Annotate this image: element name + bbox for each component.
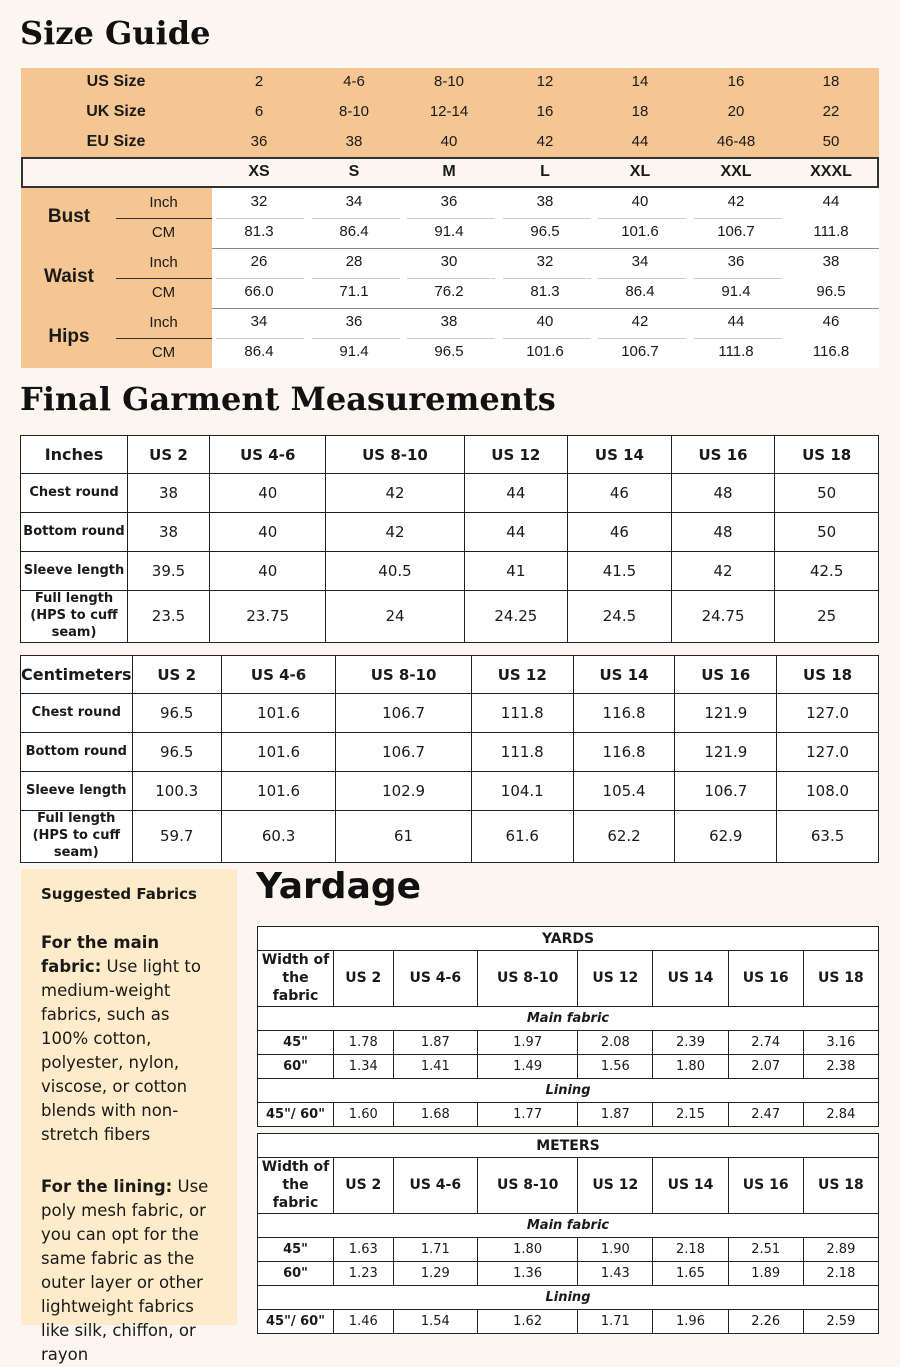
- yardage-value: 1.71: [578, 1309, 653, 1333]
- cm-value: 111.8: [813, 223, 849, 240]
- meters-table: [257, 1133, 879, 1334]
- measure-value: 106.7: [336, 733, 472, 772]
- yardage-value: 2.38: [803, 1054, 878, 1078]
- row-separator: [407, 218, 495, 219]
- inch-value: 34: [250, 313, 268, 330]
- yardage-value: 2.15: [653, 1102, 728, 1126]
- size-column-header: US 16: [728, 951, 803, 1007]
- row-label: Sleeve length: [21, 772, 133, 811]
- main-fabric-label: Main fabric: [258, 1006, 879, 1030]
- cm-value: 111.8: [718, 343, 754, 360]
- size-value: 8-10: [338, 103, 370, 120]
- yardage-value: 1.96: [653, 1309, 728, 1333]
- size-column-header: US 18: [775, 436, 879, 474]
- yardage-value: 1.60: [334, 1102, 394, 1126]
- measure-value: 42: [326, 513, 464, 552]
- row-separator: [598, 278, 686, 279]
- corner-label: Centimeters: [21, 656, 133, 694]
- inch-value: 38: [822, 253, 840, 270]
- row-separator: [598, 218, 686, 219]
- row-separator: [216, 338, 304, 339]
- size-column-header: US 2: [334, 1158, 394, 1214]
- measure-value: 108.0: [777, 772, 879, 811]
- size-column-header: US 2: [334, 951, 394, 1007]
- fabrics-heading: Suggested Fabrics: [41, 885, 197, 903]
- cm-value: 81.3: [530, 283, 560, 300]
- measure-value: 24: [326, 591, 464, 643]
- cm-value: 91.4: [434, 223, 464, 240]
- measure-divider: [116, 278, 212, 279]
- size-value: 8-10: [433, 73, 465, 90]
- measure-value: 40: [210, 552, 326, 591]
- yardage-value: 1.78: [334, 1030, 394, 1054]
- row-separator: [216, 278, 304, 279]
- size-value: 12: [536, 73, 554, 90]
- row-separator: [312, 218, 400, 219]
- measure-value: 40: [210, 474, 326, 513]
- inch-value: 30: [440, 253, 458, 270]
- measure-value: 62.2: [573, 811, 675, 863]
- cm-value: 96.5: [530, 223, 560, 240]
- inch-value: 34: [631, 253, 649, 270]
- inch-value: 28: [345, 253, 363, 270]
- cm-value: 86.4: [244, 343, 274, 360]
- size-system-label: US Size: [86, 73, 146, 90]
- size-column-header: US 12: [578, 1158, 653, 1214]
- yardage-title: Yardage: [256, 866, 422, 907]
- measure-value: 40.5: [326, 552, 464, 591]
- size-column-header: US 14: [573, 656, 675, 694]
- row-separator: [503, 218, 591, 219]
- yardage-value: 1.43: [578, 1261, 653, 1285]
- measure-value: 25: [775, 591, 879, 643]
- letter-size: XL: [629, 163, 651, 180]
- measure-value: 24.75: [671, 591, 775, 643]
- size-system-label: UK Size: [86, 103, 146, 120]
- yardage-value: 1.63: [334, 1237, 394, 1261]
- measure-separator: [212, 308, 879, 309]
- unit-header: METERS: [258, 1134, 879, 1158]
- inch-label: Inch: [149, 194, 178, 211]
- inch-value: 42: [631, 313, 649, 330]
- suggested-fabrics-box: [21, 869, 237, 1364]
- size-value: 4-6: [343, 73, 365, 90]
- yardage-value: 2.26: [728, 1309, 803, 1333]
- measure-value: 46: [568, 474, 672, 513]
- measure-value: 39.5: [128, 552, 210, 591]
- size-column-header: US 16: [728, 1158, 803, 1214]
- measure-value: 106.7: [675, 772, 777, 811]
- yardage-value: 1.77: [478, 1102, 578, 1126]
- yardage-value: 1.87: [578, 1102, 653, 1126]
- size-column-header: US 4-6: [393, 1158, 478, 1214]
- row-label: Full length (HPS to cuff seam): [21, 811, 133, 863]
- measure-value: 127.0: [777, 733, 879, 772]
- measure-divider: [116, 218, 212, 219]
- measure-value: 46: [568, 513, 672, 552]
- yardage-value: 2.47: [728, 1102, 803, 1126]
- yardage-value: 2.51: [728, 1237, 803, 1261]
- size-value: 44: [631, 133, 649, 150]
- main-fabric-label: For the main fabric:: [41, 933, 160, 976]
- main-fabric-label: Main fabric: [258, 1213, 879, 1237]
- size-column-header: US 4-6: [210, 436, 326, 474]
- measure-value: 121.9: [675, 694, 777, 733]
- yardage-value: 1.89: [728, 1261, 803, 1285]
- measure-value: 38: [128, 513, 210, 552]
- inch-value: 38: [536, 193, 554, 210]
- measure-value: 61: [336, 811, 472, 863]
- cm-value: 96.5: [434, 343, 464, 360]
- measure-value: 101.6: [221, 733, 335, 772]
- size-column-header: US 18: [803, 1158, 878, 1214]
- yardage-value: 1.49: [478, 1054, 578, 1078]
- measure-value: 44: [464, 513, 568, 552]
- size-column-header: US 4-6: [221, 656, 335, 694]
- inch-value: 36: [727, 253, 745, 270]
- measure-value: 61.6: [471, 811, 573, 863]
- size-value: 46-48: [716, 133, 756, 150]
- row-label: Chest round: [21, 474, 128, 513]
- size-column-header: US 16: [675, 656, 777, 694]
- measure-value: 63.5: [777, 811, 879, 863]
- size-system-label: EU Size: [86, 133, 146, 150]
- size-column-header: US 14: [653, 951, 728, 1007]
- measure-value: 111.8: [471, 694, 573, 733]
- inches-table: [20, 435, 879, 643]
- measure-value: 60.3: [221, 811, 335, 863]
- size-value: 16: [727, 73, 745, 90]
- measure-value: 42: [671, 552, 775, 591]
- size-column-header: US 8-10: [478, 951, 578, 1007]
- cm-value: 86.4: [339, 223, 369, 240]
- letter-size: L: [540, 163, 550, 180]
- size-guide-table: [21, 68, 879, 368]
- measure-name: Hips: [48, 326, 90, 347]
- size-value: 18: [822, 73, 840, 90]
- measure-value: 62.9: [675, 811, 777, 863]
- yardage-value: 1.80: [653, 1054, 728, 1078]
- size-column-header: US 14: [568, 436, 672, 474]
- row-separator: [216, 218, 304, 219]
- lining-label: Lining: [258, 1285, 879, 1309]
- inch-value: 46: [822, 313, 840, 330]
- measure-divider: [116, 338, 212, 339]
- yardage-value: 2.18: [803, 1261, 878, 1285]
- cm-value: 101.6: [526, 343, 564, 360]
- cm-value: 96.5: [816, 283, 846, 300]
- measure-value: 104.1: [471, 772, 573, 811]
- inch-value: 42: [727, 193, 745, 210]
- size-column-header: US 12: [464, 436, 568, 474]
- row-separator: [503, 278, 591, 279]
- cm-value: 71.1: [339, 283, 369, 300]
- lining-note: [41, 1175, 217, 1367]
- measure-value: 116.8: [573, 733, 675, 772]
- size-column-header: US 8-10: [478, 1158, 578, 1214]
- row-separator: [694, 338, 782, 339]
- inch-value: 36: [440, 193, 458, 210]
- measure-value: 48: [671, 474, 775, 513]
- measure-value: 50: [775, 474, 879, 513]
- row-separator: [407, 338, 495, 339]
- fabric-width: 45": [258, 1237, 334, 1261]
- measure-value: 42.5: [775, 552, 879, 591]
- yardage-value: 1.23: [334, 1261, 394, 1285]
- lining-text: Use poly mesh fabric, or you can opt for the same fabric as the outer layer or other lightweight fabrics like silk, chiffon, or rayon: [41, 1177, 209, 1364]
- size-value: 16: [536, 103, 554, 120]
- measure-value: 116.8: [573, 694, 675, 733]
- measure-value: 121.9: [675, 733, 777, 772]
- letter-size: XS: [248, 163, 270, 180]
- size-column-header: US 12: [578, 951, 653, 1007]
- cm-value: 101.6: [621, 223, 659, 240]
- inch-value: 32: [250, 193, 268, 210]
- row-separator: [503, 338, 591, 339]
- size-value: 38: [345, 133, 363, 150]
- yardage-value: 1.46: [334, 1309, 394, 1333]
- measure-value: 50: [775, 513, 879, 552]
- yardage-value: 2.39: [653, 1030, 728, 1054]
- measure-value: 48: [671, 513, 775, 552]
- yardage-value: 1.80: [478, 1237, 578, 1261]
- measure-value: 23.5: [128, 591, 210, 643]
- measure-separator: [212, 248, 879, 249]
- size-column-header: US 16: [671, 436, 775, 474]
- yardage-value: 2.07: [728, 1054, 803, 1078]
- measure-value: 59.7: [132, 811, 221, 863]
- size-column-header: US 8-10: [336, 656, 472, 694]
- size-value: 22: [822, 103, 840, 120]
- main-fabric-text: Use light to medium-weight fabrics, such as 100% cotton, polyester, nylon, viscose, or cotton blends with non-stretch fibers: [41, 957, 201, 1144]
- measure-value: 100.3: [132, 772, 221, 811]
- yardage-value: 3.16: [803, 1030, 878, 1054]
- measure-value: 41.5: [568, 552, 672, 591]
- size-value: 36: [250, 133, 268, 150]
- size-column-header: US 18: [777, 656, 879, 694]
- yardage-value: 1.90: [578, 1237, 653, 1261]
- unit-header: YARDS: [258, 927, 879, 951]
- row-separator: [312, 338, 400, 339]
- inch-label: Inch: [149, 254, 178, 271]
- measure-name: Waist: [44, 266, 94, 287]
- size-column-header: US 12: [471, 656, 573, 694]
- yardage-value: 2.08: [578, 1030, 653, 1054]
- corner-label: Inches: [21, 436, 128, 474]
- row-separator: [407, 278, 495, 279]
- row-label: Chest round: [21, 694, 133, 733]
- final-measurements-title: Final Garment Measurements: [20, 380, 556, 418]
- inch-value: 26: [250, 253, 268, 270]
- measure-value: 101.6: [221, 694, 335, 733]
- measure-value: 24.25: [464, 591, 568, 643]
- letter-size: XXXL: [810, 163, 852, 180]
- yardage-value: 2.89: [803, 1237, 878, 1261]
- size-column-header: US 14: [653, 1158, 728, 1214]
- yardage-value: 1.41: [393, 1054, 478, 1078]
- yards-table: [257, 926, 879, 1127]
- cm-value: 106.7: [621, 343, 659, 360]
- measure-value: 102.9: [336, 772, 472, 811]
- size-value: 50: [822, 133, 840, 150]
- measure-value: 105.4: [573, 772, 675, 811]
- inch-label: Inch: [149, 314, 178, 331]
- yardage-value: 2.59: [803, 1309, 878, 1333]
- row-separator: [312, 278, 400, 279]
- letter-size: M: [442, 163, 456, 180]
- inch-value: 40: [631, 193, 649, 210]
- cm-value: 91.4: [721, 283, 751, 300]
- inch-value: 36: [345, 313, 363, 330]
- row-separator: [694, 218, 782, 219]
- cm-label: CM: [151, 224, 176, 241]
- cm-value: 81.3: [244, 223, 274, 240]
- measure-value: 38: [128, 474, 210, 513]
- measure-value: 24.5: [568, 591, 672, 643]
- yardage-value: 1.54: [393, 1309, 478, 1333]
- size-value: 6: [254, 103, 264, 120]
- cm-value: 116.8: [812, 343, 850, 360]
- size-value: 40: [440, 133, 458, 150]
- yardage-value: 2.74: [728, 1030, 803, 1054]
- yardage-value: 1.68: [393, 1102, 478, 1126]
- width-label: Width of the fabric: [258, 1158, 334, 1214]
- cm-value: 66.0: [244, 283, 274, 300]
- measure-value: 40: [210, 513, 326, 552]
- size-column-header: US 2: [128, 436, 210, 474]
- size-column-header: US 2: [132, 656, 221, 694]
- lining-label: For the lining:: [41, 1177, 173, 1196]
- yardage-value: 1.65: [653, 1261, 728, 1285]
- measure-value: 44: [464, 474, 568, 513]
- size-value: 18: [631, 103, 649, 120]
- size-column-header: US 8-10: [326, 436, 464, 474]
- inch-value: 44: [727, 313, 745, 330]
- yardage-value: 1.56: [578, 1054, 653, 1078]
- size-value: 14: [631, 73, 649, 90]
- size-value: 42: [536, 133, 554, 150]
- measure-value: 41: [464, 552, 568, 591]
- letter-size: S: [348, 163, 360, 180]
- measure-value: 111.8: [471, 733, 573, 772]
- size-column-header: US 18: [803, 951, 878, 1007]
- cm-label: CM: [151, 344, 176, 361]
- yardage-value: 1.87: [393, 1030, 478, 1054]
- inch-value: 32: [536, 253, 554, 270]
- measure-value: 23.75: [210, 591, 326, 643]
- yardage-value: 1.62: [478, 1309, 578, 1333]
- cm-value: 86.4: [625, 283, 655, 300]
- centimeters-table: [20, 655, 879, 863]
- fabric-width: 45"/ 60": [258, 1309, 334, 1333]
- fabric-width: 60": [258, 1054, 334, 1078]
- row-separator: [694, 278, 782, 279]
- measure-value: 127.0: [777, 694, 879, 733]
- inch-value: 38: [440, 313, 458, 330]
- cm-value: 106.7: [717, 223, 755, 240]
- size-column-header: US 4-6: [393, 951, 478, 1007]
- fabric-width: 45"/ 60": [258, 1102, 334, 1126]
- yardage-value: 1.71: [393, 1237, 478, 1261]
- main-fabric-note: [41, 931, 217, 1147]
- inch-value: 40: [536, 313, 554, 330]
- fabric-width: 60": [258, 1261, 334, 1285]
- measure-value: 96.5: [132, 733, 221, 772]
- size-value: 2: [254, 73, 264, 90]
- row-label: Bottom round: [21, 513, 128, 552]
- width-label: Width of the fabric: [258, 951, 334, 1007]
- yardage-value: 1.97: [478, 1030, 578, 1054]
- yardage-value: 2.84: [803, 1102, 878, 1126]
- yardage-value: 1.34: [334, 1054, 394, 1078]
- row-label: Full length (HPS to cuff seam): [21, 591, 128, 643]
- lining-label: Lining: [258, 1078, 879, 1102]
- letter-size: XXL: [720, 163, 752, 180]
- row-separator: [598, 338, 686, 339]
- measure-value: 101.6: [221, 772, 335, 811]
- row-label: Sleeve length: [21, 552, 128, 591]
- yardage-value: 1.29: [393, 1261, 478, 1285]
- size-value: 20: [727, 103, 745, 120]
- size-value: 12-14: [429, 103, 469, 120]
- cm-label: CM: [151, 284, 176, 301]
- inch-value: 34: [345, 193, 363, 210]
- measure-value: 96.5: [132, 694, 221, 733]
- yardage-value: 2.18: [653, 1237, 728, 1261]
- size-guide-title: Size Guide: [20, 14, 211, 52]
- measure-value: 106.7: [336, 694, 472, 733]
- cm-value: 76.2: [434, 283, 464, 300]
- cm-value: 91.4: [339, 343, 369, 360]
- row-label: Bottom round: [21, 733, 133, 772]
- measure-value: 42: [326, 474, 464, 513]
- measure-name: Bust: [47, 206, 91, 227]
- yardage-value: 1.36: [478, 1261, 578, 1285]
- inch-value: 44: [822, 193, 840, 210]
- fabric-width: 45": [258, 1030, 334, 1054]
